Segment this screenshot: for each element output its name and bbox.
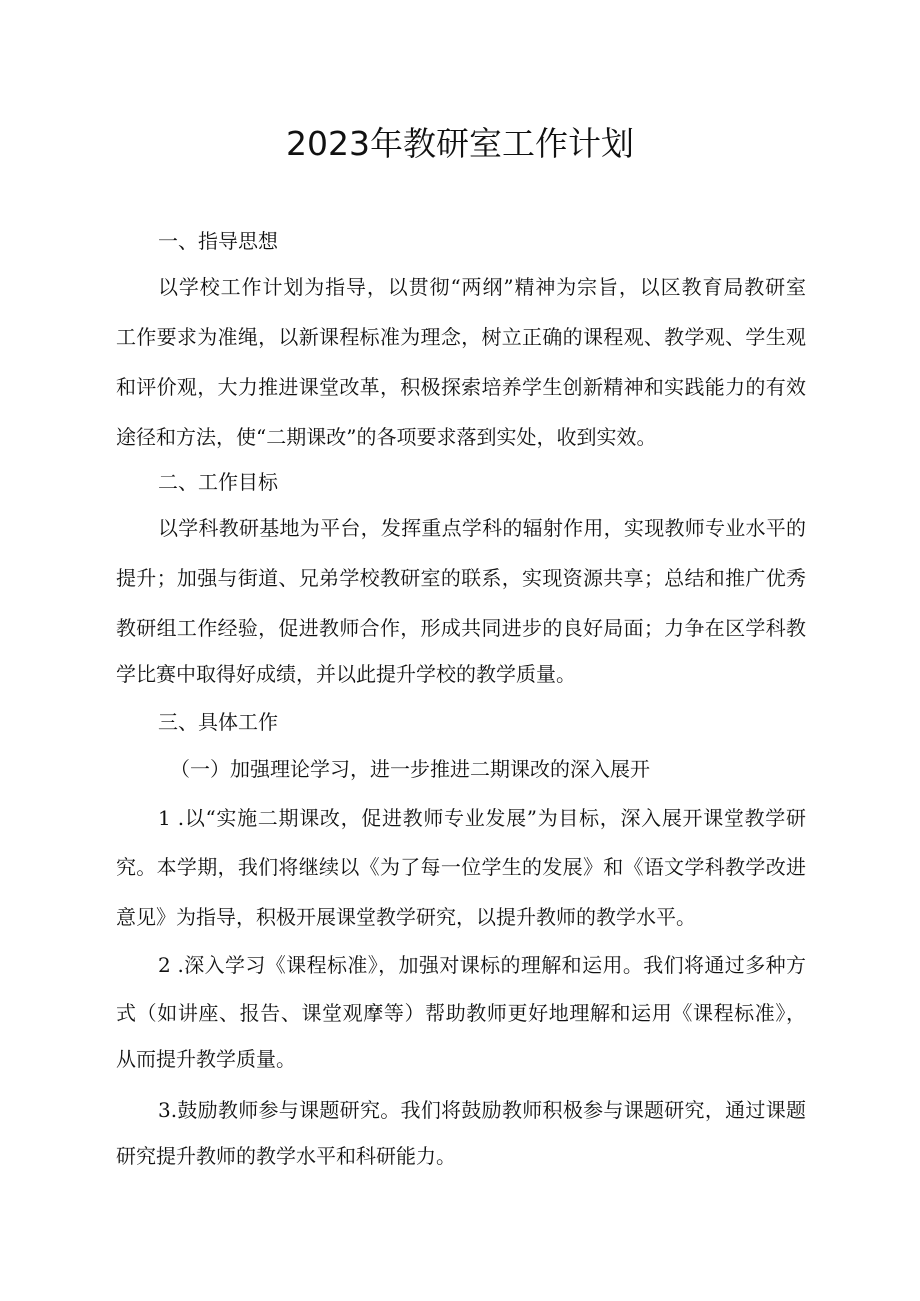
paragraph-line: 1 .以“实施二期课改，促进教师专业发展”为目标，深入展开课堂教学研 — [158, 806, 806, 830]
paragraph-line: 3.鼓励教师参与课题研究。我们将鼓励教师积极参与课题研究，通过课题 — [158, 1098, 806, 1122]
paragraph-line: 式（如讲座、报告、课堂观摩等）帮助教师更好地理解和运用《课程标准》， — [116, 1001, 806, 1025]
document-title: 2023年教研室工作计划 — [286, 124, 634, 163]
paragraph-line: 究。本学期，我们将继续以《为了每一位学生的发展》和《语文学科教学改进 — [116, 855, 806, 879]
subsection-heading: （一）加强理论学习，进一步推进二期课改的深入展开 — [170, 757, 650, 781]
paragraph-line: 从而提升教学质量。 — [116, 1047, 296, 1071]
paragraph-line: 以学科教研基地为平台，发挥重点学科的辐射作用，实现教师专业水平的 — [158, 516, 806, 540]
paragraph-line: 途径和方法，使“二期课改”的各项要求落到实处，收到实效。 — [116, 425, 657, 449]
paragraph-line: 意见》为指导，积极开展课堂教学研究，以提升教师的教学水平。 — [116, 905, 696, 929]
paragraph-line: 研究提升教师的教学水平和科研能力。 — [116, 1144, 456, 1168]
paragraph-line: 学比赛中取得好成绩，并以此提升学校的教学质量。 — [116, 662, 576, 686]
section-heading-guiding-ideology: 一、指导思想 — [158, 229, 278, 253]
paragraph-line: 工作要求为准绳，以新课程标准为理念，树立正确的课程观、教学观、学生观 — [116, 325, 806, 349]
paragraph-line: 和评价观，大力推进课堂改革，积极探索培养学生创新精神和实践能力的有效 — [116, 375, 806, 399]
paragraph-line: 2 .深入学习《课程标准》，加强对课标的理解和运用。我们将通过多种方 — [158, 953, 806, 977]
paragraph-line: 以学校工作计划为指导，以贯彻“两纲”精神为宗旨，以区教育局教研室 — [158, 275, 806, 299]
section-heading-work-goals: 二、工作目标 — [158, 470, 278, 494]
paragraph-line: 提升；加强与街道、兄弟学校教研室的联系，实现资源共享；总结和推广优秀 — [116, 566, 806, 590]
section-heading-specific-work: 三、具体工作 — [158, 710, 278, 734]
paragraph-line: 教研组工作经验，促进教师合作，形成共同进步的良好局面；力争在区学科教 — [116, 616, 806, 640]
